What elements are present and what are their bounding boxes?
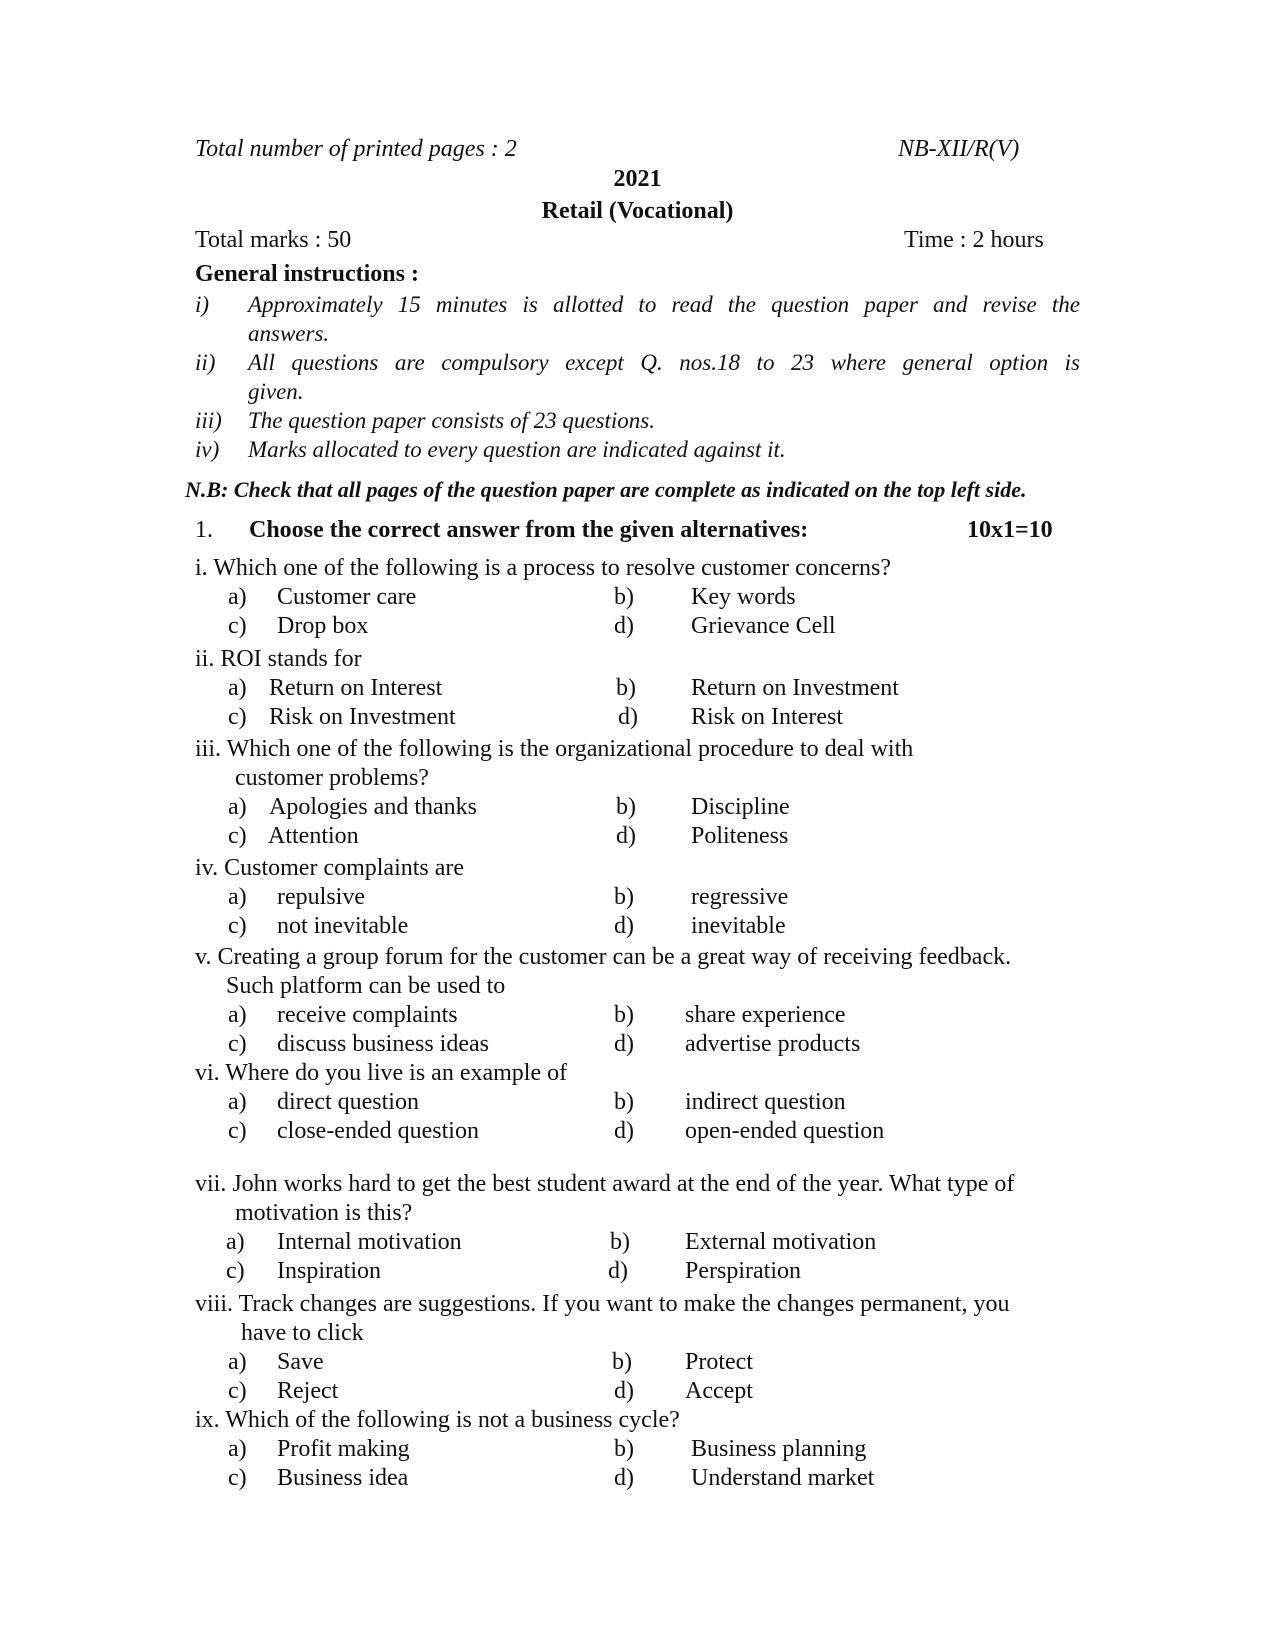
- section-number: 1.: [195, 517, 213, 543]
- option-text: Risk on Interest: [691, 704, 843, 730]
- option-text: Internal motivation: [277, 1229, 462, 1255]
- option-text: open-ended question: [685, 1118, 885, 1144]
- instruction-text: The question paper consists of 23 questions.: [248, 408, 655, 433]
- option-text: close-ended question: [277, 1118, 479, 1144]
- option-letter: a): [228, 1002, 247, 1028]
- option-letter: c): [228, 613, 247, 639]
- option-text: External motivation: [685, 1229, 877, 1255]
- option-text: Politeness: [691, 823, 789, 849]
- option-letter: c): [226, 1258, 245, 1284]
- option-letter: b): [614, 1089, 634, 1115]
- option-text: Business planning: [691, 1436, 867, 1462]
- paper-code: NB-XII/R(V): [898, 136, 1020, 162]
- option-letter: c): [228, 823, 247, 849]
- option-text: Grievance Cell: [691, 613, 836, 639]
- option-letter: c): [228, 913, 247, 939]
- option-letter: d): [618, 704, 638, 730]
- instruction-number: iii): [195, 408, 222, 433]
- option-text: Return on Investment: [691, 675, 899, 701]
- instruction-number: i): [195, 292, 210, 317]
- option-letter: c): [228, 1378, 247, 1404]
- instruction-item: [195, 435, 1080, 464]
- option-text: repulsive: [277, 884, 365, 910]
- option-letter: a): [228, 1349, 247, 1375]
- question-text: i. Which one of the following is a process to resolve customer concerns?: [195, 555, 892, 581]
- question-text: v. Creating a group forum for the customer can be a great way of receiving feedback.: [195, 944, 1012, 970]
- option-text: share experience: [685, 1002, 846, 1028]
- option-text: discuss business ideas: [277, 1031, 489, 1057]
- instruction-text-cont: answers.: [248, 321, 330, 346]
- question-text: iv. Customer complaints are: [195, 855, 465, 881]
- section-title: Choose the correct answer from the given alternatives:: [249, 517, 809, 543]
- option-letter: c): [228, 1118, 247, 1144]
- option-text: Discipline: [691, 794, 790, 820]
- option-letter: a): [228, 794, 247, 820]
- option-letter: a): [228, 1436, 247, 1462]
- option-text: Reject: [277, 1378, 339, 1404]
- option-text: direct question: [277, 1089, 419, 1115]
- printed-pages-note: Total number of printed pages : 2: [195, 136, 517, 162]
- option-text: Key words: [691, 584, 796, 610]
- nb-note: N.B: Check that all pages of the question paper are complete as indicated on the top left side.: [185, 477, 1027, 502]
- option-letter: c): [228, 1031, 247, 1057]
- instruction-text: Approximately 15 minutes is allotted to read the question paper and revise the: [248, 292, 1080, 317]
- instruction-text-cont: given.: [248, 379, 304, 404]
- question-text: ii. ROI stands for: [195, 646, 362, 672]
- option-letter: d): [614, 613, 634, 639]
- option-letter: a): [228, 584, 247, 610]
- exam-year: 2021: [613, 166, 662, 192]
- option-text: Protect: [685, 1349, 753, 1375]
- option-text: Return on Interest: [269, 675, 443, 701]
- option-letter: b): [614, 584, 634, 610]
- option-text: regressive: [691, 884, 789, 910]
- question-text: vii. John works hard to get the best student award at the end of the year. What type of: [195, 1171, 1015, 1197]
- question-text-cont: customer problems?: [235, 765, 429, 791]
- option-text: Save: [277, 1349, 324, 1375]
- option-text: Profit making: [277, 1436, 410, 1462]
- option-letter: b): [614, 884, 634, 910]
- option-text: Apologies and thanks: [269, 794, 477, 820]
- subject-title: Retail (Vocational): [541, 198, 734, 224]
- option-letter: d): [616, 823, 636, 849]
- question-text: ix. Which of the following is not a business cycle?: [195, 1407, 680, 1433]
- instruction-item: [195, 290, 1080, 348]
- option-text: Inspiration: [277, 1258, 381, 1284]
- option-text: Accept: [685, 1378, 753, 1404]
- option-text: indirect question: [685, 1089, 846, 1115]
- section-marks: 10x1=10: [967, 517, 1053, 543]
- option-letter: d): [608, 1258, 628, 1284]
- question-text: iii. Which one of the following is the organizational procedure to deal with: [195, 736, 914, 762]
- time-allowed: Time : 2 hours: [904, 227, 1044, 253]
- instruction-text: All questions are compulsory except Q. nos.18 to 23 where general option is: [248, 350, 1080, 375]
- option-letter: b): [610, 1229, 630, 1255]
- option-letter: c): [228, 1465, 247, 1491]
- instructions-title: General instructions :: [195, 261, 419, 287]
- instruction-text: Marks allocated to every question are indicated against it.: [248, 437, 786, 462]
- option-letter: d): [614, 1118, 634, 1144]
- option-letter: a): [228, 884, 247, 910]
- question-text-cont: motivation is this?: [235, 1200, 413, 1226]
- option-letter: a): [226, 1229, 245, 1255]
- question-text-cont: have to click: [241, 1320, 364, 1346]
- option-letter: b): [614, 1002, 634, 1028]
- option-text: advertise products: [685, 1031, 861, 1057]
- option-letter: b): [616, 675, 636, 701]
- instruction-number: iv): [195, 437, 220, 462]
- option-text: not inevitable: [277, 913, 409, 939]
- option-letter: d): [614, 913, 634, 939]
- option-letter: d): [614, 1465, 634, 1491]
- option-letter: d): [614, 1031, 634, 1057]
- option-text: Understand market: [691, 1465, 875, 1491]
- option-text: receive complaints: [277, 1002, 458, 1028]
- option-text: inevitable: [691, 913, 786, 939]
- option-text: Risk on Investment: [269, 704, 456, 730]
- option-letter: b): [612, 1349, 632, 1375]
- instruction-number: ii): [195, 350, 216, 375]
- option-text: Business idea: [277, 1465, 409, 1491]
- option-text: Drop box: [277, 613, 369, 639]
- instruction-item: [195, 348, 1080, 406]
- instruction-item: [195, 406, 1080, 435]
- question-text: vi. Where do you live is an example of: [195, 1060, 568, 1086]
- question-text-cont: Such platform can be used to: [226, 973, 506, 999]
- option-text: Perspiration: [685, 1258, 801, 1284]
- option-text: Attention: [268, 823, 359, 849]
- question-text: viii. Track changes are suggestions. If you want to make the changes permanent, you: [195, 1291, 1010, 1317]
- option-letter: b): [616, 794, 636, 820]
- option-letter: a): [228, 1089, 247, 1115]
- total-marks: Total marks : 50: [195, 227, 352, 253]
- option-letter: d): [614, 1378, 634, 1404]
- option-letter: c): [228, 704, 247, 730]
- option-letter: b): [614, 1436, 634, 1462]
- option-letter: a): [228, 675, 247, 701]
- option-text: Customer care: [277, 584, 417, 610]
